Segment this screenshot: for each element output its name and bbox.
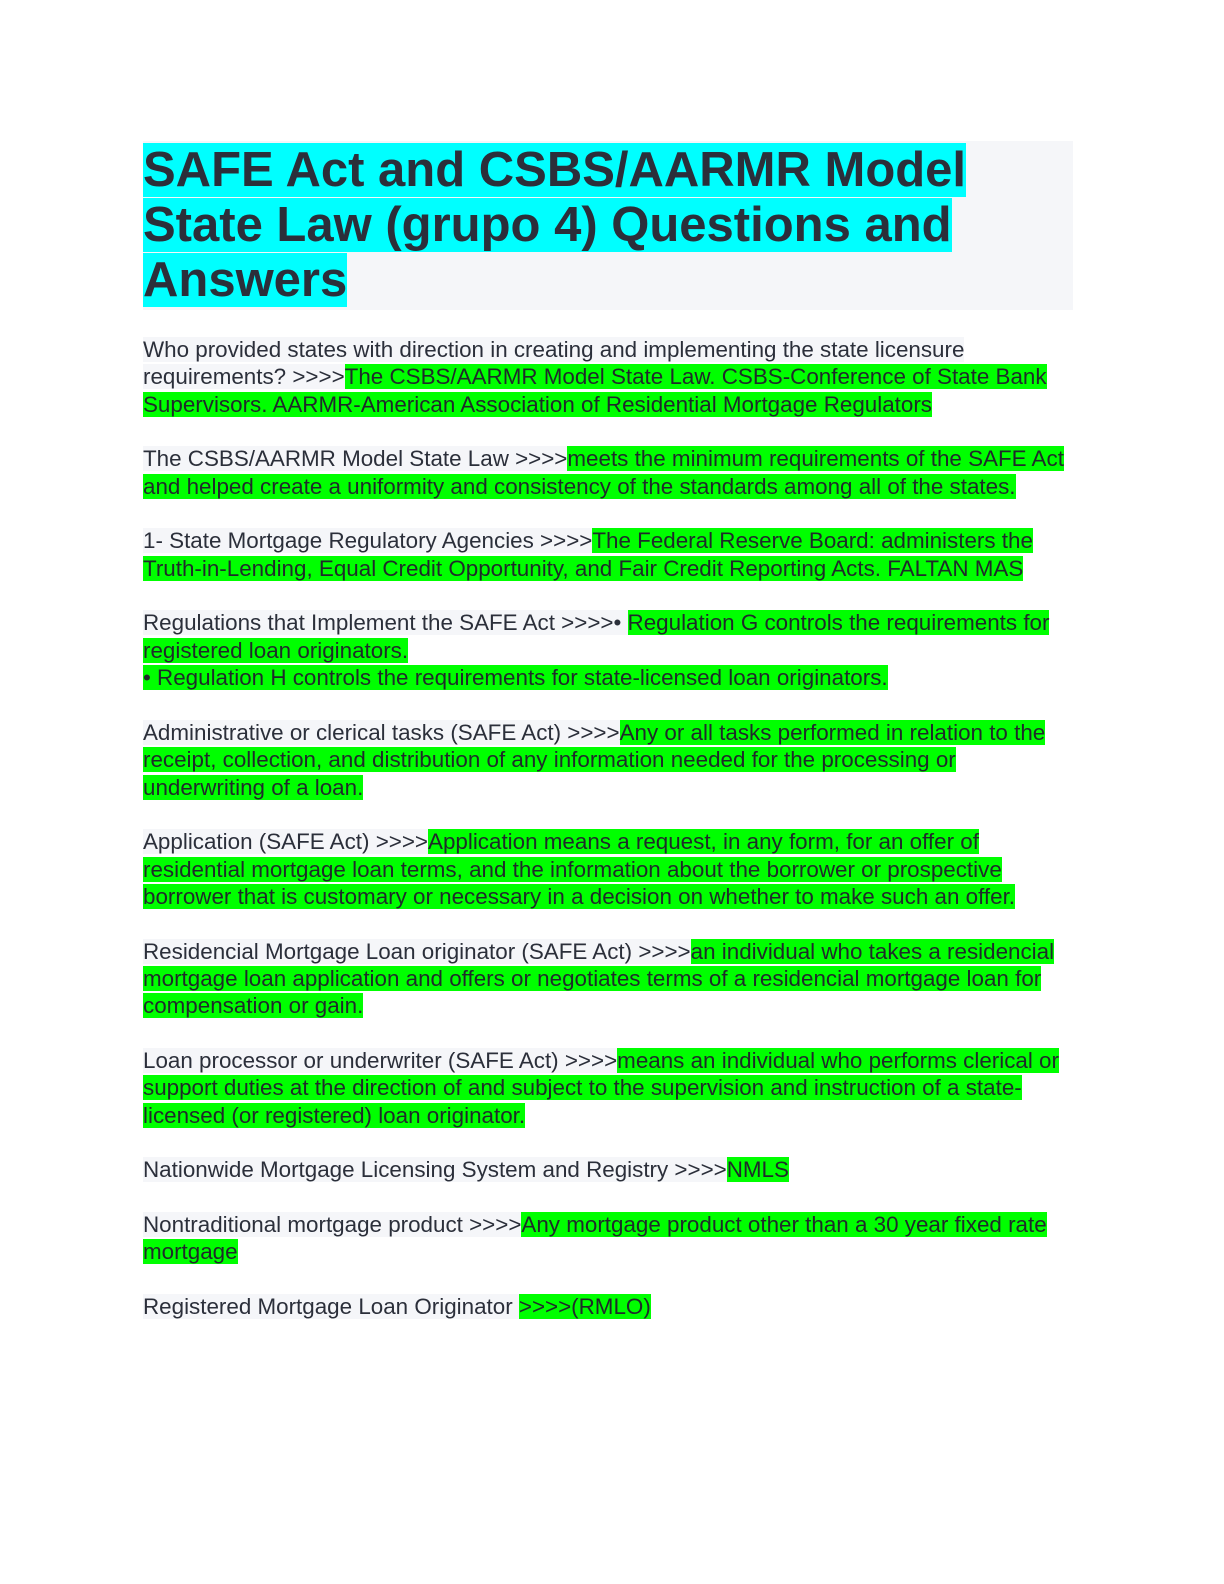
qa-item (143, 828, 1068, 910)
qa-item (143, 445, 1068, 500)
qa-answer: Regulation G controls the requirements for registered loan originators. (143, 610, 1050, 663)
qa-answer: Application means a request, in any form, for an offer of residential mortgage loan terms, and the information about the borrower or prospective borrower that is customary or necessary in a decision on whether to make such an offer. (143, 829, 1016, 910)
qa-answer: The CSBS/AARMR Model State Law. CSBS-Conference of State Bank Supervisors. AARMR-American Association of Residential Mortgage Regulators (143, 364, 1047, 417)
qa-question: Nationwide Mortgage Licensing System and Registry >>>> (143, 1157, 727, 1183)
document-page (143, 141, 1073, 1348)
qa-answer: NMLS (726, 1157, 789, 1183)
qa-question: Administrative or clerical tasks (SAFE Act) >>>> (143, 719, 620, 745)
title-text: SAFE Act and CSBS/AARMR Model State Law (grupo 4) Questions and Answers (143, 143, 967, 307)
qa-answer: The Federal Reserve Board: administers the Truth-in-Lending, Equal Credit Opportunity, and Fair Credit Reporting Acts. FALTAN MAS (143, 528, 1033, 581)
qa-item (143, 1156, 1068, 1183)
qa-item (143, 1211, 1068, 1266)
qa-answer: meets the minimum requirements of the SAFE Act and helped create a uniformity and consistency of the standards among all of the states. (143, 446, 1064, 499)
qa-question: Loan processor or underwriter (SAFE Act) >>>> (143, 1048, 618, 1074)
qa-item (143, 938, 1068, 1020)
qa-question: Registered Mortgage Loan Originator (143, 1294, 519, 1320)
qa-answer: Any or all tasks performed in relation to the receipt, collection, and distribution of any information needed for the processing or underwriting of a loan. (143, 719, 1046, 800)
qa-list (143, 336, 1073, 1320)
qa-item (143, 527, 1068, 582)
qa-item (143, 609, 1068, 691)
qa-item (143, 719, 1068, 801)
qa-item (143, 336, 1068, 418)
qa-question: Application (SAFE Act) >>>> (143, 829, 429, 855)
qa-question: Regulations that Implement the SAFE Act >>>>• (143, 610, 628, 636)
qa-answer: an individual who takes a residencial mortgage loan application and offers or negotiates terms of a residencial mortgage loan for compensation or gain. (143, 938, 1055, 1019)
qa-answer: Any mortgage product other than a 30 year fixed rate mortgage (143, 1212, 1047, 1265)
qa-question: Nontraditional mortgage product >>>> (143, 1212, 522, 1238)
qa-item (143, 1293, 1068, 1320)
qa-answer: means an individual who performs clerical or support duties at the direction of and subject to the supervision and instruction of a state-licensed (or registered) loan originator. (143, 1048, 1059, 1128)
title-block (143, 141, 1073, 310)
qa-question: The CSBS/AARMR Model State Law >>>> (143, 446, 568, 472)
qa-question: Residencial Mortgage Loan originator (SAFE Act) >>>> (143, 938, 691, 964)
qa-question: Who provided states with direction in creating and implementing the state licensure requirements? >>>> (143, 337, 965, 390)
qa-question: 1- State Mortgage Regulatory Agencies >>>> (143, 528, 593, 554)
qa-answer-continued: • Regulation H controls the requirements for state-licensed loan originators. (143, 665, 888, 691)
page-title (143, 143, 1073, 308)
qa-item (143, 1047, 1068, 1129)
qa-answer: >>>>(RMLO) (518, 1294, 651, 1320)
